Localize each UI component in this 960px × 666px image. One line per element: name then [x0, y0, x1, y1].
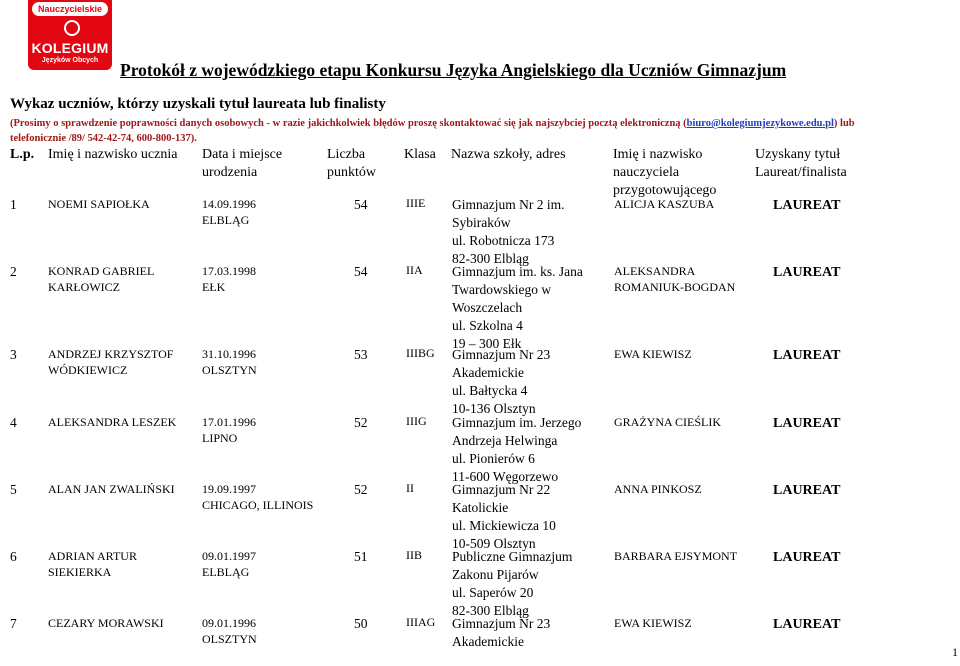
header-teacher-line2: nauczyciela — [613, 165, 680, 180]
teacher-name: ANNA PINKOSZ — [614, 482, 702, 496]
birth-date: 14.09.1996 — [202, 197, 256, 211]
list-subtitle: Wykaz uczniów, którzy uzyskali tytuł laureata lub finalisty — [10, 96, 386, 112]
row-number: 7 — [10, 616, 17, 631]
points: 53 — [354, 347, 368, 362]
student-name: ADRIAN ARTUR — [48, 549, 137, 563]
birth-date: 17.03.1998 — [202, 264, 256, 278]
student-name-cont: KARŁOWICZ — [48, 280, 120, 294]
school-address-line: Katolickie — [452, 500, 509, 515]
row-number: 4 — [10, 415, 17, 430]
school-address-line: Andrzeja Helwinga — [452, 433, 558, 448]
teacher-name: GRAŻYNA CIEŚLIK — [614, 415, 721, 429]
birth-place: CHICAGO, ILLINOIS — [202, 498, 314, 512]
school-address-line: Gimnazjum Nr 23 — [452, 347, 551, 362]
result-badge: LAUREAT — [773, 265, 841, 280]
student-name: ALAN JAN ZWALIŃSKI — [48, 482, 175, 496]
row-number: 5 — [10, 482, 17, 497]
email-link[interactable]: biuro@kolegiumjezykowe.edu.pl — [686, 118, 834, 129]
class: IIA — [406, 263, 423, 277]
birth-date: 17.01.1996 — [202, 415, 256, 429]
birth-date: 31.10.1996 — [202, 347, 256, 361]
result-badge: LAUREAT — [773, 617, 841, 632]
header-birth-line1: Data i miejsce — [202, 147, 283, 162]
school-address-line: Zakonu Pijarów — [452, 567, 539, 582]
school-address-line: Woszczelach — [452, 300, 523, 315]
school-address-line: ul. Mickiewicza 10 — [452, 518, 556, 533]
header-result-line2: Laureat/finalista — [755, 165, 847, 180]
student-name: ANDRZEJ KRZYSZTOF — [48, 347, 174, 361]
row-number: 6 — [10, 549, 17, 564]
class: IIB — [406, 548, 422, 562]
birth-place: ELBLĄG — [202, 213, 250, 227]
class: IIIBG — [406, 346, 435, 360]
logo-tag: Nauczycielskie — [32, 2, 108, 16]
birth-place: ELBLĄG — [202, 565, 250, 579]
result-badge: LAUREAT — [773, 416, 841, 431]
school-address-line: 10-509 Olsztyn — [452, 536, 536, 551]
school-address-line: 19 – 300 Ełk — [452, 336, 522, 351]
birth-place: LIPNO — [202, 431, 238, 445]
school-address-line: Akademickie — [452, 634, 524, 649]
note-text-after: ) lub telefonicznie /89/ 542-42-74, 600-800-137). — [10, 118, 855, 144]
teacher-name: ALICJA KASZUBA — [614, 197, 715, 211]
logo-mark-icon — [64, 20, 80, 36]
birth-date: 19.09.1997 — [202, 482, 256, 496]
student-name: ALEKSANDRA LESZEK — [48, 415, 177, 429]
header-points-line1: Liczba — [327, 147, 366, 162]
teacher-name: ALEKSANDRA — [614, 264, 696, 278]
school-address-line: 11-600 Węgorzewo — [452, 469, 559, 484]
school-address-line: Publiczne Gimnazjum — [452, 549, 573, 564]
header-lp: L.p. — [10, 147, 35, 162]
student-name-cont: WÓDKIEWICZ — [48, 363, 128, 377]
header-student-name: Imię i nazwisko ucznia — [48, 147, 178, 162]
points: 54 — [354, 264, 368, 279]
header-points-line2: punktów — [327, 165, 376, 180]
school-address-line: ul. Pionierów 6 — [452, 451, 535, 466]
birth-date: 09.01.1997 — [202, 549, 256, 563]
result-badge: LAUREAT — [773, 483, 841, 498]
header-result-line1: Uzyskany tytuł — [755, 147, 841, 162]
row-number: 2 — [10, 264, 17, 279]
birth-date: 09.01.1996 — [202, 616, 256, 630]
student-name: KONRAD GABRIEL — [48, 264, 155, 278]
result-badge: LAUREAT — [773, 198, 841, 213]
points: 51 — [354, 549, 368, 564]
student-name: NOEMI SAPIOŁKA — [48, 197, 150, 211]
points: 50 — [354, 616, 368, 631]
teacher-name: EWA KIEWISZ — [614, 347, 692, 361]
result-badge: LAUREAT — [773, 550, 841, 565]
logo-subtitle: Języków Obcych — [41, 57, 99, 64]
header-school: Nazwa szkoły, adres — [451, 147, 566, 162]
school-address-line: ul. Saperów 20 — [452, 585, 534, 600]
row-number: 1 — [10, 197, 17, 212]
points: 54 — [354, 197, 368, 212]
page-number: 1 — [952, 645, 958, 659]
school-address-line: Gimnazjum Nr 2 im. — [452, 197, 565, 212]
teacher-name-cont: ROMANIUK-BOGDAN — [614, 280, 736, 294]
header-teacher-line3: przygotowującego — [613, 183, 717, 198]
class: IIIAG — [406, 615, 436, 629]
class: IIIG — [406, 414, 427, 428]
birth-place: OLSZTYN — [202, 363, 257, 377]
school-address-line: ul. Robotnicza 173 — [452, 233, 555, 248]
header-class: Klasa — [404, 147, 436, 162]
school-address-line: 10-136 Olsztyn — [452, 401, 536, 416]
kolegium-logo — [28, 0, 112, 70]
birth-place: OLSZTYN — [202, 632, 257, 646]
document-title: Protokół z wojewódzkiego etapu Konkursu Języka Angielskiego dla Uczniów Gimnazjum — [120, 60, 787, 80]
school-address-line: 82-300 Elbląg — [452, 603, 529, 618]
school-address-line: Gimnazjum Nr 23 — [452, 616, 551, 631]
result-badge: LAUREAT — [773, 348, 841, 363]
birth-place: EŁK — [202, 280, 226, 294]
school-address-line: Gimnazjum Nr 22 — [452, 482, 551, 497]
class: II — [406, 481, 414, 495]
school-address-line: Gimnazjum im. Jerzego — [452, 415, 582, 430]
school-address-line: ul. Szkolna 4 — [452, 318, 523, 333]
note-text-before: (Prosimy o sprawdzenie poprawności danych osobowych - w razie jakichkolwiek błędów proszę skontaktować się jak najszybciej pocztą elektroniczną ( — [10, 118, 687, 129]
header-teacher-line1: Imię i nazwisko — [613, 147, 703, 162]
teacher-name: BARBARA EJSYMONT — [614, 549, 738, 563]
teacher-name: EWA KIEWISZ — [614, 616, 692, 630]
row-number: 3 — [10, 347, 17, 362]
school-address-line: Twardowskiego w — [452, 282, 552, 297]
logo-name: KOLEGIUM — [31, 40, 109, 56]
school-address-line: Gimnazjum im. ks. Jana — [452, 264, 583, 279]
student-name: CEZARY MORAWSKI — [48, 616, 164, 630]
student-name-cont: SIEKIERKA — [48, 565, 112, 579]
school-address-line: 82-300 Elbląg — [452, 251, 529, 266]
school-address-line: Akademickie — [452, 365, 524, 380]
points: 52 — [354, 482, 368, 497]
correction-note — [10, 116, 910, 146]
school-address-line: Sybiraków — [452, 215, 511, 230]
school-address-line: ul. Bałtycka 4 — [452, 383, 528, 398]
points: 52 — [354, 415, 368, 430]
header-birth-line2: urodzenia — [202, 165, 258, 180]
class: IIIE — [406, 196, 426, 210]
